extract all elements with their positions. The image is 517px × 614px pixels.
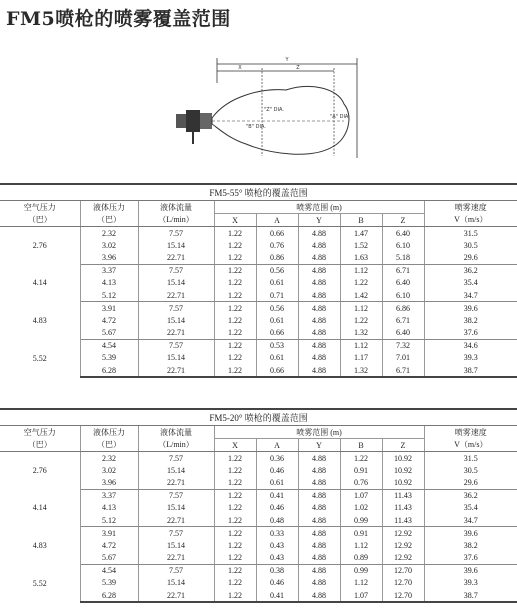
cell-liquid-pressure: 6.28 [80, 589, 138, 602]
cell-z: 7.01 [382, 352, 424, 364]
cell-flow: 15.14 [138, 502, 214, 514]
header-air-unit: （巴） [0, 214, 80, 227]
cell-a: 0.61 [256, 476, 298, 489]
header-air-pressure: 空气压力 [0, 201, 80, 214]
header-b: B [340, 439, 382, 452]
cell-liquid-pressure: 3.37 [80, 489, 138, 502]
cell-b: 1.32 [340, 327, 382, 340]
cell-y: 4.88 [298, 302, 340, 315]
cell-air-pressure: 2.76 [0, 227, 80, 265]
cell-speed: 29.6 [424, 251, 517, 264]
cell-b: 1.12 [340, 339, 382, 352]
table-row [0, 527, 517, 540]
cell-a: 0.46 [256, 502, 298, 514]
cell-flow: 22.71 [138, 589, 214, 602]
cell-speed: 39.6 [463, 528, 478, 538]
coverage-table-20 [0, 408, 517, 603]
cell-speed: 39.6 [463, 303, 478, 313]
cell-y: 4.88 [298, 314, 340, 326]
cell-x: 1.22 [214, 251, 256, 264]
cell-y: 4.88 [298, 339, 340, 352]
header-speed: 喷雾速度 [454, 427, 487, 437]
cell-b: 0.89 [340, 552, 382, 565]
cell-z: 6.10 [382, 289, 424, 302]
cell-b: 0.76 [340, 476, 382, 489]
cell-a: 0.41 [256, 589, 298, 602]
cell-speed: 31.5 [463, 228, 478, 238]
cell-x: 1.22 [214, 577, 256, 589]
header-range: 喷雾范围 (m) [214, 426, 424, 439]
cell-flow: 7.57 [138, 489, 214, 502]
header-range: 喷雾范围 (m) [214, 201, 424, 214]
cell-flow: 7.57 [138, 452, 214, 465]
header-x: X [214, 214, 256, 227]
cell-b: 1.42 [340, 289, 382, 302]
cell-a: 0.61 [256, 352, 298, 364]
header-air-unit: （巴） [0, 439, 80, 452]
cell-flow: 7.57 [138, 527, 214, 540]
cell-b: 1.12 [340, 264, 382, 277]
cell-speed: 38.2 [463, 315, 478, 325]
cell-a: 0.46 [256, 464, 298, 476]
header-y: Y [298, 214, 340, 227]
cell-flow: 22.71 [138, 514, 214, 527]
cell-x: 1.22 [214, 289, 256, 302]
cell-y: 4.88 [298, 364, 340, 377]
cell-a: 0.53 [256, 339, 298, 352]
header-x: X [214, 439, 256, 452]
cell-x: 1.22 [214, 314, 256, 326]
cell-liquid-pressure: 5.39 [80, 577, 138, 589]
cell-b: 0.91 [340, 464, 382, 476]
cell-a: 0.36 [256, 452, 298, 465]
cell-air-pressure: 4.14 [0, 489, 80, 527]
cell-flow: 7.57 [138, 227, 214, 240]
cell-x: 1.22 [214, 552, 256, 565]
cell-z: 6.71 [382, 314, 424, 326]
cell-speed: 30.5 [463, 240, 478, 250]
cell-flow: 15.14 [138, 277, 214, 289]
cell-flow: 15.14 [138, 314, 214, 326]
cell-x: 1.22 [214, 277, 256, 289]
cell-speed: 34.7 [424, 514, 517, 527]
header-liquid-unit: （巴） [80, 439, 138, 452]
cell-flow: 15.14 [138, 352, 214, 364]
cell-flow: 15.14 [138, 239, 214, 251]
cell-b: 1.32 [340, 364, 382, 377]
cell-a: 0.48 [256, 514, 298, 527]
cell-liquid-pressure: 3.37 [80, 264, 138, 277]
cell-speed: 34.7 [424, 289, 517, 302]
cell-speed: 29.6 [424, 476, 517, 489]
cell-x: 1.22 [214, 589, 256, 602]
cell-y: 4.88 [298, 239, 340, 251]
cell-liquid-pressure: 4.13 [80, 502, 138, 514]
table-row [0, 489, 517, 502]
cell-b: 1.07 [340, 489, 382, 502]
header-speed-unit: V（m/s） [424, 439, 517, 452]
cell-flow: 15.14 [138, 539, 214, 551]
cell-y: 4.88 [298, 514, 340, 527]
cell-liquid-pressure: 5.39 [80, 352, 138, 364]
cell-z: 6.10 [382, 239, 424, 251]
cell-liquid-pressure: 6.28 [80, 364, 138, 377]
cell-liquid-pressure: 2.32 [80, 452, 138, 465]
cell-z: 12.70 [382, 564, 424, 577]
cell-y: 4.88 [298, 452, 340, 465]
cell-speed: 30.5 [463, 465, 478, 475]
header-a: A [256, 439, 298, 452]
cell-y: 4.88 [298, 277, 340, 289]
cell-speed: 38.7 [424, 589, 517, 602]
diagram-label-inner-b: "B" DIA. [246, 124, 266, 130]
page-title: FM5喷枪的喷雾覆盖范围 [6, 8, 231, 30]
cell-z: 12.92 [382, 539, 424, 551]
cell-z: 10.92 [382, 464, 424, 476]
cell-y: 4.88 [298, 527, 340, 540]
diagram-label-inner-z: "Z" DIA. [264, 107, 284, 113]
cell-b: 1.52 [340, 239, 382, 251]
cell-speed: 31.5 [463, 453, 478, 463]
cell-a: 0.66 [256, 227, 298, 240]
cell-x: 1.22 [214, 476, 256, 489]
cell-speed: 35.4 [463, 503, 478, 513]
diagram-label-inner-a: "A" DIA. [330, 114, 350, 120]
cell-z: 5.18 [382, 251, 424, 264]
header-liquid-pressure: 液体压力 [80, 201, 138, 214]
cell-y: 4.88 [298, 464, 340, 476]
cell-x: 1.22 [214, 227, 256, 240]
cell-y: 4.88 [298, 489, 340, 502]
cell-liquid-pressure: 3.96 [80, 251, 138, 264]
cell-flow: 15.14 [138, 577, 214, 589]
header-flow: 液体流量 [138, 426, 214, 439]
cell-a: 0.43 [256, 539, 298, 551]
cell-flow: 7.57 [138, 339, 214, 352]
cell-x: 1.22 [214, 352, 256, 364]
table-body [0, 452, 517, 603]
cell-z: 6.40 [382, 227, 424, 240]
cell-speed: 38.7 [424, 364, 517, 377]
cell-y: 4.88 [298, 327, 340, 340]
header-b: B [340, 214, 382, 227]
diagram-label-z: Z [296, 65, 300, 71]
cell-speed: 34.6 [463, 341, 478, 351]
cell-a: 0.61 [256, 277, 298, 289]
diagram-label-y: Y [285, 57, 289, 63]
cell-air-pressure: 2.76 [0, 452, 80, 490]
cell-a: 0.33 [256, 527, 298, 540]
cell-z: 6.40 [382, 277, 424, 289]
cell-b: 1.07 [340, 589, 382, 602]
cell-z: 10.92 [382, 476, 424, 489]
spray-plume [212, 86, 349, 154]
cell-x: 1.22 [214, 364, 256, 377]
header-speed: 喷雾速度 [454, 202, 487, 212]
cell-z: 12.92 [382, 527, 424, 540]
cell-flow: 7.57 [138, 264, 214, 277]
cell-air-pressure: 4.83 [0, 302, 80, 340]
cell-z: 12.70 [382, 577, 424, 589]
header-liquid-unit: （巴） [80, 214, 138, 227]
header-y: Y [298, 439, 340, 452]
cell-speed: 38.2 [463, 540, 478, 550]
cell-b: 1.12 [340, 302, 382, 315]
cell-z: 7.32 [382, 339, 424, 352]
table-body [0, 227, 517, 378]
cell-z: 11.43 [382, 514, 424, 527]
nozzle-cap [176, 114, 186, 128]
cell-flow: 22.71 [138, 289, 214, 302]
cell-liquid-pressure: 3.02 [80, 239, 138, 251]
header-flow-unit: （L/min） [138, 214, 214, 227]
cell-y: 4.88 [298, 264, 340, 277]
cell-y: 4.88 [298, 227, 340, 240]
cell-a: 0.56 [256, 264, 298, 277]
cell-z: 6.71 [382, 264, 424, 277]
cell-z: 10.92 [382, 452, 424, 465]
cell-b: 1.22 [340, 452, 382, 465]
cell-flow: 7.57 [138, 564, 214, 577]
cell-flow: 22.71 [138, 327, 214, 340]
cell-y: 4.88 [298, 476, 340, 489]
cell-liquid-pressure: 5.12 [80, 514, 138, 527]
cell-a: 0.66 [256, 364, 298, 377]
nozzle-tip [200, 113, 212, 129]
table-row [0, 264, 517, 277]
cell-liquid-pressure: 2.32 [80, 227, 138, 240]
cell-a: 0.86 [256, 251, 298, 264]
cell-air-pressure: 5.52 [0, 564, 80, 602]
cell-z: 6.86 [382, 302, 424, 315]
cell-b: 1.02 [340, 502, 382, 514]
cell-x: 1.22 [214, 302, 256, 315]
cell-z: 11.43 [382, 489, 424, 502]
cell-speed: 39.3 [463, 578, 478, 588]
cell-z: 6.40 [382, 327, 424, 340]
cell-z: 12.92 [382, 552, 424, 565]
header-speed-unit: V（m/s） [424, 214, 517, 227]
cell-flow: 22.71 [138, 364, 214, 377]
cell-b: 1.22 [340, 277, 382, 289]
cell-x: 1.22 [214, 539, 256, 551]
cell-y: 4.88 [298, 289, 340, 302]
cell-x: 1.22 [214, 239, 256, 251]
cell-x: 1.22 [214, 264, 256, 277]
cell-liquid-pressure: 5.67 [80, 327, 138, 340]
cell-x: 1.22 [214, 564, 256, 577]
cell-air-pressure: 4.83 [0, 527, 80, 565]
header-z: Z [382, 439, 424, 452]
cell-y: 4.88 [298, 577, 340, 589]
table-row [0, 227, 517, 240]
header-z: Z [382, 214, 424, 227]
cell-liquid-pressure: 4.54 [80, 564, 138, 577]
cell-b: 1.12 [340, 539, 382, 551]
cell-speed: 36.2 [463, 266, 478, 276]
cell-flow: 15.14 [138, 464, 214, 476]
cell-a: 0.71 [256, 289, 298, 302]
cell-speed: 36.2 [463, 491, 478, 501]
cell-speed: 37.6 [424, 552, 517, 565]
cell-flow: 22.71 [138, 476, 214, 489]
cell-b: 1.63 [340, 251, 382, 264]
cell-liquid-pressure: 3.02 [80, 464, 138, 476]
cell-x: 1.22 [214, 464, 256, 476]
cell-y: 4.88 [298, 564, 340, 577]
cell-b: 0.91 [340, 527, 382, 540]
cell-b: 1.22 [340, 314, 382, 326]
cell-x: 1.22 [214, 502, 256, 514]
cell-air-pressure: 4.14 [0, 264, 80, 302]
cell-b: 1.17 [340, 352, 382, 364]
cell-a: 0.66 [256, 327, 298, 340]
table-title: FM5-55° 喷枪的覆盖范围 [0, 184, 517, 201]
cell-speed: 37.6 [424, 327, 517, 340]
cell-liquid-pressure: 5.67 [80, 552, 138, 565]
cell-speed: 39.3 [463, 353, 478, 363]
cell-b: 1.12 [340, 577, 382, 589]
cell-flow: 7.57 [138, 302, 214, 315]
cell-y: 4.88 [298, 552, 340, 565]
cell-liquid-pressure: 3.91 [80, 527, 138, 540]
cell-liquid-pressure: 3.91 [80, 302, 138, 315]
header-liquid-pressure: 液体压力 [80, 426, 138, 439]
cell-b: 0.99 [340, 564, 382, 577]
header-flow-unit: （L/min） [138, 439, 214, 452]
diagram-label-x: X [238, 65, 242, 71]
table-row [0, 302, 517, 315]
cell-a: 0.38 [256, 564, 298, 577]
cell-flow: 22.71 [138, 251, 214, 264]
cell-liquid-pressure: 4.13 [80, 277, 138, 289]
cell-z: 11.43 [382, 502, 424, 514]
cell-liquid-pressure: 4.54 [80, 339, 138, 352]
coverage-table-55 [0, 183, 517, 378]
cell-x: 1.22 [214, 527, 256, 540]
cell-x: 1.22 [214, 327, 256, 340]
cell-y: 4.88 [298, 502, 340, 514]
cell-x: 1.22 [214, 339, 256, 352]
cell-liquid-pressure: 4.72 [80, 314, 138, 326]
cell-z: 6.71 [382, 364, 424, 377]
table-row [0, 564, 517, 577]
spray-coverage-diagram [0, 38, 517, 180]
table-title: FM5-20° 喷枪的覆盖范围 [0, 409, 517, 426]
header-air-pressure: 空气压力 [0, 426, 80, 439]
nozzle-body [186, 110, 200, 132]
cell-b: 1.47 [340, 227, 382, 240]
cell-flow: 22.71 [138, 552, 214, 565]
header-a: A [256, 214, 298, 227]
cell-speed: 35.4 [463, 278, 478, 288]
cell-y: 4.88 [298, 539, 340, 551]
cell-y: 4.88 [298, 352, 340, 364]
table-row [0, 339, 517, 352]
cell-liquid-pressure: 4.72 [80, 539, 138, 551]
cell-x: 1.22 [214, 514, 256, 527]
cell-a: 0.61 [256, 314, 298, 326]
cell-liquid-pressure: 5.12 [80, 289, 138, 302]
cell-liquid-pressure: 3.96 [80, 476, 138, 489]
cell-air-pressure: 5.52 [0, 339, 80, 377]
cell-x: 1.22 [214, 452, 256, 465]
cell-y: 4.88 [298, 589, 340, 602]
cell-speed: 39.6 [463, 566, 478, 576]
cell-z: 12.70 [382, 589, 424, 602]
cell-b: 0.99 [340, 514, 382, 527]
cell-a: 0.76 [256, 239, 298, 251]
cell-x: 1.22 [214, 489, 256, 502]
cell-a: 0.41 [256, 489, 298, 502]
cell-a: 0.56 [256, 302, 298, 315]
header-flow: 液体流量 [138, 201, 214, 214]
cell-y: 4.88 [298, 251, 340, 264]
table-row [0, 452, 517, 465]
cell-a: 0.46 [256, 577, 298, 589]
cell-a: 0.43 [256, 552, 298, 565]
